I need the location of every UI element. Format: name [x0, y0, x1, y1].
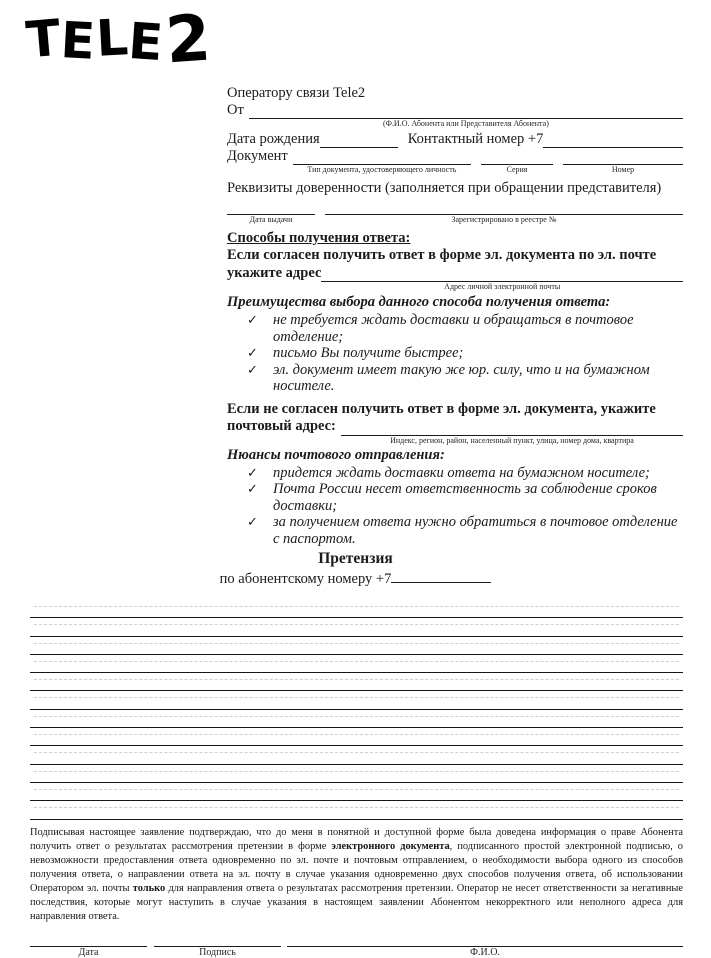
bullet-item: [227, 465, 683, 482]
tele2-logo: [0, 0, 711, 79]
blank-writing-line: [30, 655, 683, 673]
document-row: [227, 148, 683, 174]
blank-writing-line: [30, 783, 683, 801]
contact-number-label: Контактный номер +7: [407, 131, 544, 147]
postal-prompt-line1: Если не согласен получить ответ в форме эл. документа, укажите: [227, 400, 656, 417]
blank-writing-line: [30, 801, 683, 819]
nuances-title: Нюансы почтового отправления:: [227, 446, 445, 463]
date-signature-field: [30, 933, 147, 958]
check-icon: ✓: [247, 464, 258, 480]
birth-date-field: [320, 132, 398, 148]
response-methods-title: Способы получения ответа:: [227, 230, 411, 246]
form-header-block: [227, 84, 683, 547]
birth-contact-row: [227, 131, 683, 148]
from-caption: (Ф.И.О. Абонента или Представителя Абонента): [382, 119, 549, 128]
bullet-item: [227, 514, 683, 547]
check-icon: ✓: [247, 481, 258, 496]
logo-letter: T: [23, 8, 64, 70]
disclaimer-bold-text: электронного документа: [331, 840, 450, 852]
disclaimer-text: , подписанного простой электронной подписью, о невозможности предоставления ответа одновременно по эл. почте и почтовым отправлением, о необходимости выбора одного из способов получения ответа, о направлении ответа на эл. почту в случае указания одновременно двух способов получения ответа, об использовании Оператором эл. почты: [30, 840, 684, 894]
fio-label: Ф.И.О.: [470, 946, 500, 958]
bullet-text: письмо Вы получите быстрее;: [273, 345, 464, 361]
email-caption: Адрес личной электронной почты: [444, 282, 561, 291]
fio-field: [287, 933, 683, 958]
nuances-list: [227, 465, 683, 548]
document-label: Документ: [227, 148, 288, 164]
number-caption: Номер: [611, 165, 635, 174]
bullet-item: [227, 345, 683, 362]
poa-line: Реквизиты доверенности (заполняется при обращении представителя): [227, 180, 662, 196]
bullet-text: не требуется ждать доставки и обращаться в почтовое отделение;: [273, 312, 634, 345]
poa-issue-date-field: [227, 201, 315, 224]
advantages-title: Преимущества выбора данного способа получения ответа:: [227, 294, 611, 310]
document-type-caption: Тип документа, удостоверяющего личность: [307, 165, 457, 174]
blank-writing-line: [30, 618, 683, 636]
blank-writing-line: [30, 728, 683, 746]
bullet-text: за получением ответа нужно обратиться в почтовое отделение с паспортом.: [273, 514, 678, 547]
blank-writing-line: [30, 710, 683, 728]
email-address-row: [227, 264, 683, 291]
disclaimer-text: для направления ответа о результатах рассмотрения претензии. Оператор не несет ответственности за негативные последствия, которые могут наступить в случае указания в настоящем заявлении Абонентом некорректного или неполного адреса для направления ответа.: [30, 882, 683, 922]
blank-writing-line: [30, 691, 683, 709]
bullet-text: эл. документ имеет такую же юр. силу, что и на бумажном носителе.: [273, 361, 650, 394]
document-type-field: [293, 149, 471, 174]
postal-address-row: [227, 418, 683, 445]
signature-label: Подпись: [199, 946, 236, 958]
email-prompt-line1: Если согласен получить ответ в форме эл. документа по эл. почте: [227, 247, 657, 263]
logo-letter: 2: [163, 1, 215, 79]
blank-writing-line: [30, 746, 683, 764]
from-field: [249, 103, 683, 128]
bullet-text: Почта России несет ответственность за соблюдение сроков доставки;: [273, 481, 657, 514]
claim-heading-block: [0, 550, 711, 589]
disclaimer-paragraph: [30, 826, 683, 924]
logo-letter: E: [59, 11, 98, 71]
bullet-item: [227, 362, 683, 395]
blank-writing-line: [30, 637, 683, 655]
logo-letter: E: [126, 11, 166, 73]
disclaimer-text: Подписывая настоящее заявление подтверждаю, что до меня в понятной и доступной форме была доведена информация о праве Абонента получить ответ о результатах рассмотрения претензии в форме: [30, 826, 683, 852]
from-label: От: [227, 102, 244, 118]
issue-date-caption: Дата выдачи: [249, 215, 293, 224]
from-row: [227, 102, 683, 128]
check-icon: ✓: [247, 312, 258, 327]
disclaimer-bold-text: только: [132, 882, 166, 894]
operator-line: Оператору связи Tele2: [227, 85, 366, 101]
check-icon: ✓: [247, 361, 258, 377]
contact-number-field: [543, 132, 683, 148]
logo-letter: L: [94, 8, 131, 68]
subscriber-number-field: [391, 569, 491, 583]
claim-writing-lines: [30, 600, 683, 820]
postal-caption: Индекс, регион, район, населенный пункт, улица, номер дома, квартира: [390, 435, 634, 445]
series-caption: Серия: [506, 165, 528, 174]
check-icon: ✓: [247, 514, 258, 529]
claim-subscriber-line: [0, 569, 711, 589]
registry-caption: Зарегистрировано в реестре №: [451, 215, 557, 224]
email-prompt-line2: укажите адрес: [227, 264, 322, 281]
blank-writing-line: [30, 673, 683, 691]
document-number-field: [563, 149, 683, 174]
document-series-field: [481, 149, 553, 174]
bullet-item: [227, 312, 683, 345]
poa-registry-field: [325, 201, 683, 224]
blank-writing-line: [30, 600, 683, 618]
postal-address-field: [341, 420, 683, 445]
signature-field: [154, 933, 281, 958]
date-label: Дата: [78, 946, 99, 958]
blank-writing-line: [30, 765, 683, 783]
signature-row: [30, 933, 683, 958]
postal-prompt-line2: почтовый адрес:: [227, 418, 336, 434]
subscriber-number-label: по абонентскому номеру +7: [219, 571, 392, 587]
bullet-text: придется ждать доставки ответа на бумажном носителе;: [273, 464, 650, 481]
email-address-field: [321, 266, 683, 291]
birth-date-label: Дата рождения: [227, 131, 320, 147]
poa-fields-row: [227, 201, 683, 224]
advantages-list: [227, 312, 683, 395]
check-icon: ✓: [247, 345, 258, 360]
claim-title: Претензия: [318, 550, 393, 567]
bullet-item: [227, 481, 683, 514]
